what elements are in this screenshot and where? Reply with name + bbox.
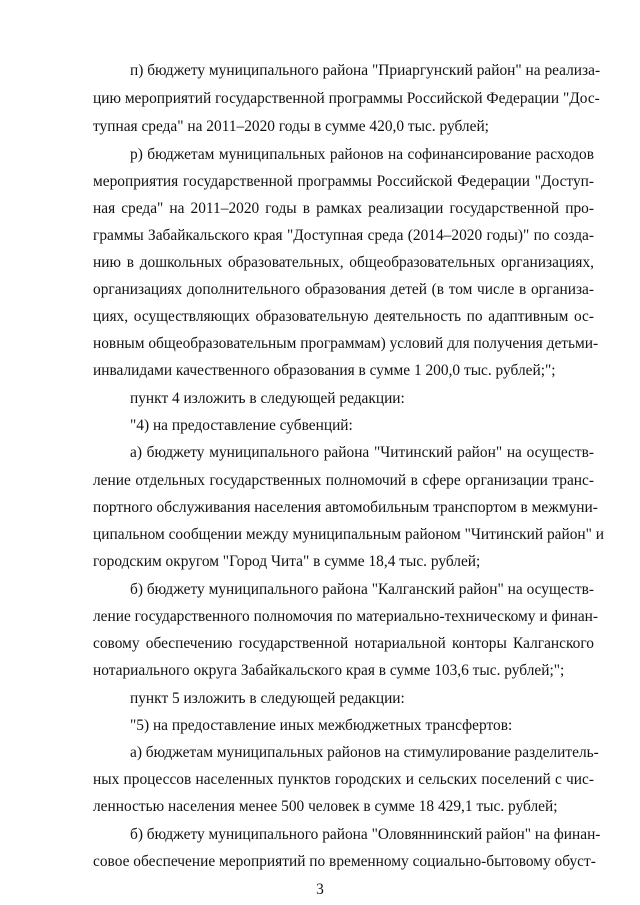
text-line: инвалидами качественного образования в сумме 1 200,0 тыс. рублей;";	[93, 362, 556, 379]
text-line: нотариального округа Забайкальского края в сумме 103,6 тыс. рублей;";	[93, 662, 565, 679]
page-number: 3	[316, 881, 324, 898]
text-line: организациях дополнительного образования детей (в том числе в организа-	[93, 281, 594, 298]
text-line: тупная среда" на 2011–2020 годы в сумме 420,0 тыс. рублей;	[93, 118, 489, 135]
text-line: ных процессов населенных пунктов городских и сельских поселений с чис-	[93, 771, 594, 788]
text-line: "4) на предоставление субвенций:	[130, 417, 353, 434]
text-line: п) бюджету муниципального района "Приаргунский район" на реализа-	[130, 62, 601, 79]
text-line: а) бюджетам муниципальных районов на стимулирование разделитель-	[130, 744, 599, 761]
text-line: ципальном сообщении между муниципальным районом "Читинский район" и	[93, 526, 605, 543]
text-line: пункт 4 изложить в следующей редакции:	[130, 390, 405, 407]
text-line: б) бюджету муниципального района "Оловяннинский район" на финан-	[130, 826, 601, 843]
text-line: мероприятия государственной программы Российской Федерации "Доступ-	[93, 173, 594, 190]
text-line: совому обеспечению государственной нотариальной конторы Калганского	[93, 635, 594, 652]
text-line: циях, осуществляющих образовательную деятельность по адаптивным ос-	[93, 308, 594, 325]
text-line: р) бюджетам муниципальных районов на софинансирование расходов	[130, 146, 594, 163]
text-line: ная среда" на 2011–2020 годы в рамках реализации государственной про-	[93, 200, 594, 217]
text-line: граммы Забайкальского края "Доступная среда (2014–2020 годы)" по созда-	[93, 227, 594, 244]
text-line: совое обеспечение мероприятий по временному социально-бытовому обуст-	[93, 853, 596, 870]
text-line: портного обслуживания населения автомобильным транспортом в межмуни-	[93, 499, 598, 516]
text-line: нию в дошкольных образовательных, общеобразовательных организациях,	[93, 254, 594, 271]
text-line: цию мероприятий государственной программы Российской Федерации "Дос-	[93, 90, 600, 107]
text-line: пункт 5 изложить в следующей редакции:	[130, 690, 405, 707]
text-line: ление государственного полномочия по материально-техническому и финан-	[93, 608, 599, 625]
text-line: ленностью населения менее 500 человек в сумме 18 429,1 тыс. рублей;	[93, 798, 558, 815]
text-line: городским округом "Город Чита" в сумме 18,4 тыс. рублей;	[93, 553, 481, 570]
text-line: ление отдельных государственных полномочий в сфере организации транс-	[93, 472, 594, 489]
text-line: новным общеобразовательным программам) условий для получения детьми-	[93, 335, 599, 352]
text-line: б) бюджету муниципального района "Калганский район" на осуществ-	[130, 581, 594, 598]
text-line: а) бюджету муниципального района "Читинский район" на осуществ-	[130, 444, 594, 461]
text-line: "5) на предоставление иных межбюджетных трансфертов:	[130, 717, 513, 734]
